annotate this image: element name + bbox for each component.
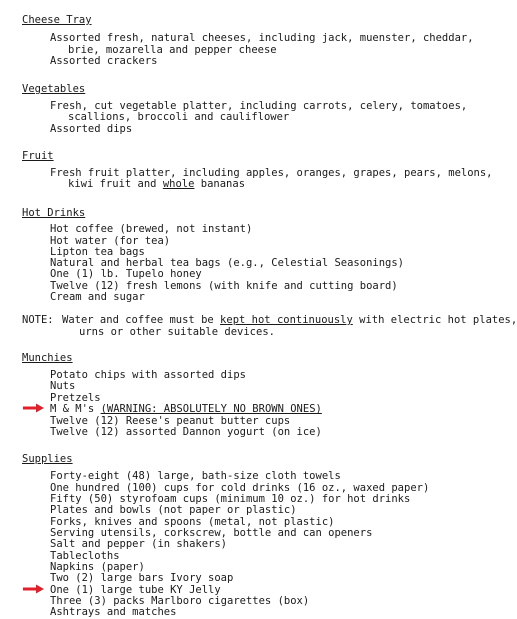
hot-drinks-item: Hot coffee (brewed, not instant)	[50, 223, 253, 235]
munchies-item: Potato chips with assorted dips	[50, 369, 246, 381]
munchies-item: Twelve (12) assorted Dannon yogurt (on ice)	[50, 426, 322, 438]
supplies-item: Three (3) packs Marlboro cigarettes (box)	[50, 595, 310, 607]
fruit-line-1b-post: bananas	[194, 178, 246, 190]
supplies-item: Napkins (paper)	[50, 561, 145, 573]
section-title-fruit: Fruit	[22, 150, 54, 162]
fruit-whole-underlined: whole	[162, 178, 195, 190]
cheese-line-1: Assorted fresh, natural cheeses, including jack, muenster, cheddar,	[50, 32, 474, 44]
cheese-line-2: Assorted crackers	[50, 55, 158, 67]
hot-drinks-item: Twelve (12) fresh lemons (with knife and cutting board)	[50, 280, 398, 292]
note-label: NOTE:	[22, 314, 54, 326]
supplies-item: Two (2) large bars Ivory soap	[50, 572, 234, 584]
section-title-cheese-tray: Cheese Tray	[22, 14, 92, 26]
supplies-item: Forty-eight (48) large, bath-size cloth towels	[50, 470, 341, 482]
fruit-line-1: Fresh fruit platter, including apples, oranges, grapes, pears, melons,	[50, 167, 493, 179]
munchies-mm-item	[50, 403, 322, 415]
hot-drinks-item: Lipton tea bags	[50, 246, 145, 258]
supplies-item: One hundred (100) cups for cold drinks (16 oz., waxed paper)	[50, 482, 430, 494]
section-title-hot-drinks: Hot Drinks	[22, 207, 86, 219]
munchies-item: Nuts	[50, 380, 76, 392]
fruit-line-1b	[68, 178, 245, 190]
supplies-item: Serving utensils, corkscrew, bottle and can openers	[50, 527, 373, 539]
note-post: with electric hot plates,	[352, 314, 517, 326]
note-pre: Water and coffee must be	[62, 314, 221, 326]
note-continuation: urns or other suitable devices.	[79, 326, 275, 338]
brown-mm-warning: (WARNING: ABSOLUTELY NO BROWN ONES)	[100, 403, 322, 415]
supplies-item: Salt and pepper (in shakers)	[50, 538, 228, 550]
note-underlined: kept hot continuously	[220, 314, 353, 326]
vegetables-line-2: Assorted dips	[50, 123, 133, 135]
section-title-munchies: Munchies	[22, 352, 73, 364]
cheese-line-1b: brie, mozarella and pepper cheese	[68, 44, 277, 56]
hot-drinks-item: Natural and herbal tea bags (e.g., Celestial Seasonings)	[50, 257, 405, 269]
red-arrow-icon	[22, 402, 46, 414]
hot-drinks-item: One (1) lb. Tupelo honey	[50, 268, 202, 280]
supplies-item: Forks, knives and spoons (metal, not plastic)	[50, 516, 335, 528]
section-title-supplies: Supplies	[22, 453, 73, 465]
vegetables-line-1: Fresh, cut vegetable platter, including carrots, celery, tomatoes,	[50, 100, 468, 112]
munchies-mm-label: M & M's	[50, 403, 101, 415]
supplies-item: Tablecloths	[50, 550, 120, 562]
hot-drinks-item: Hot water (for tea)	[50, 235, 171, 247]
vegetables-line-1b: scallions, broccoli and cauliflower	[68, 111, 290, 123]
supplies-item: Ashtrays and matches	[50, 606, 177, 618]
supplies-item: Fifty (50) styrofoam cups (minimum 10 oz.) for hot drinks	[50, 493, 411, 505]
fruit-line-1b-pre: kiwi fruit and	[68, 178, 163, 190]
note-text	[62, 314, 517, 326]
hot-drinks-item: Cream and sugar	[50, 291, 145, 303]
section-title-vegetables: Vegetables	[22, 83, 86, 95]
munchies-item: Twelve (12) Reese's peanut butter cups	[50, 415, 291, 427]
munchies-item: Pretzels	[50, 392, 101, 404]
supplies-item-highlighted: One (1) large tube KY Jelly	[50, 584, 221, 596]
supplies-item: Plates and bowls (not paper or plastic)	[50, 504, 297, 516]
red-arrow-icon	[22, 583, 46, 595]
